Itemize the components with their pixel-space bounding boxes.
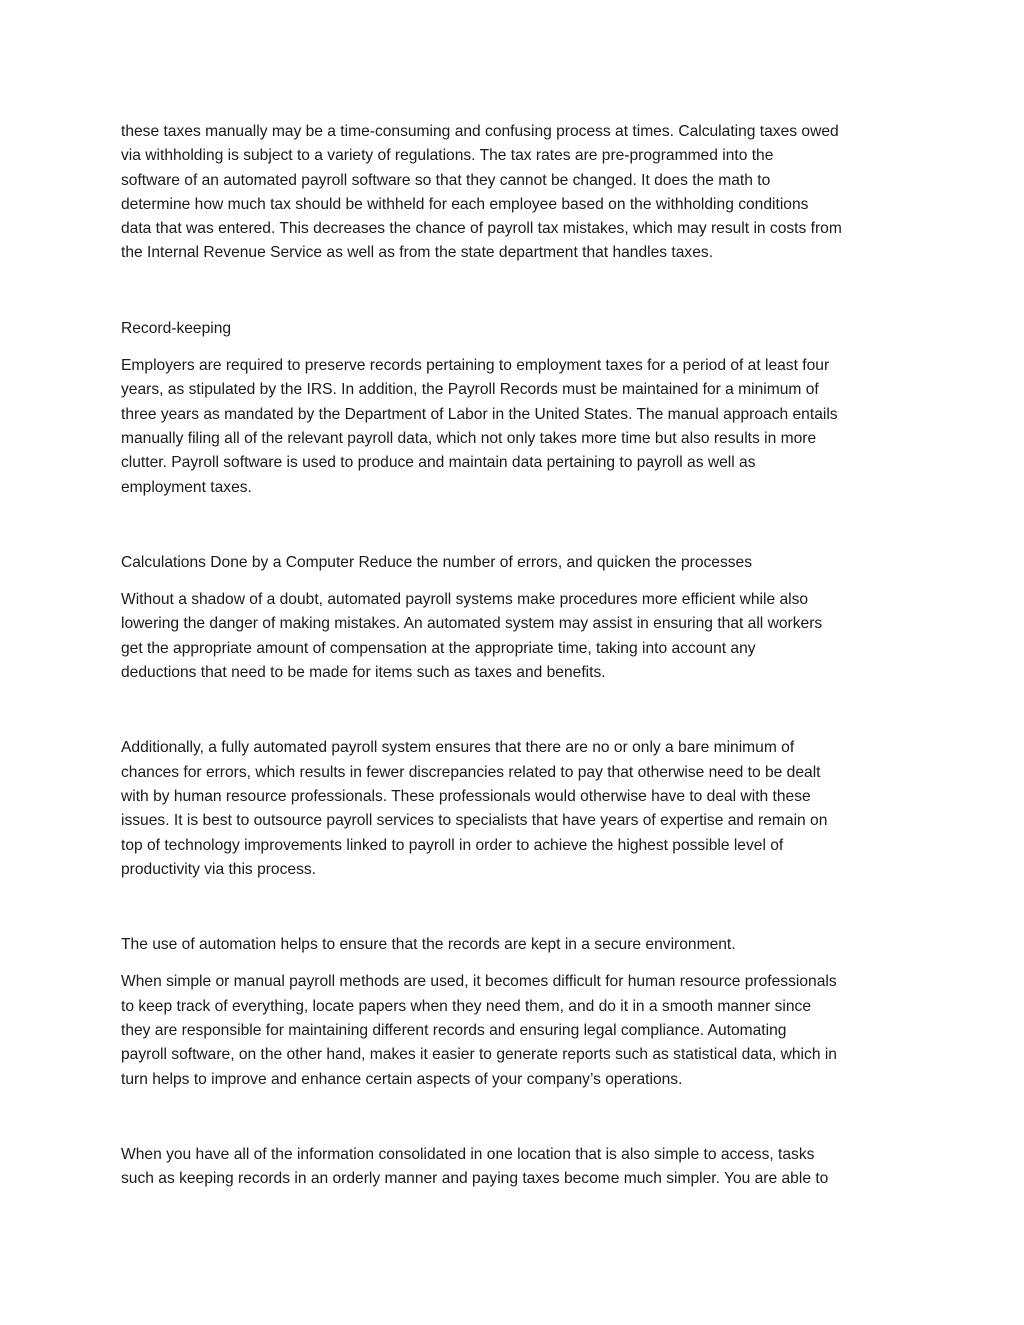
text-line: three years as mandated by the Department of Labor in the United States. The manual approach entails [121,405,838,423]
text-line: with by human resource professionals. These professionals would otherwise have to deal with these [121,787,811,805]
heading-text: Record-keeping [121,319,232,337]
text-line: data that was entered. This decreases the chance of payroll tax mistakes, which may result in costs from [121,220,842,238]
document-body [121,120,903,1192]
spacer [121,575,903,588]
text-line: employment taxes. [121,478,252,496]
text-line: they are responsible for maintaining different records and ensuring legal compliance. Automating [121,1022,787,1040]
paragraph-efficiency [121,588,903,685]
text-line: such as keeping records in an orderly manner and paying taxes become much simpler. You are able to [121,1170,829,1188]
text-line: turn helps to improve and enhance certain aspects of your company’s operations. [121,1070,683,1088]
paragraph-manual-methods [121,970,903,1091]
text-line: to keep track of everything, locate papers when they need them, and do it in a smooth manner since [121,997,811,1015]
text-line: lowering the danger of making mistakes. An automated system may assist in ensuring that all workers [121,615,823,633]
text-line: software of an automated payroll software so that they cannot be changed. It does the math to [121,171,771,189]
text-line: top of technology improvements linked to payroll in order to achieve the highest possible level of [121,836,784,854]
text-line: When simple or manual payroll methods are used, it becomes difficult for human resource professionals [121,973,837,991]
spacer [121,1092,903,1143]
text-line: Employers are required to preserve records pertaining to employment taxes for a period of at least four [121,357,830,375]
spacer [121,500,903,551]
text-line: When you have all of the information consolidated in one location that is also simple to access, tasks [121,1145,815,1163]
text-line: get the appropriate amount of compensation at the appropriate time, taking into account any [121,639,756,657]
heading-text: Calculations Done by a Computer Reduce the number of errors, and quicken the processes [121,553,753,571]
text-line: issues. It is best to outsource payroll services to specialists that have years of expertise and remain on [121,812,828,830]
spacer [121,685,903,736]
heading-secure-records [121,933,903,957]
spacer [121,882,903,933]
paragraph-record-keeping [121,354,903,500]
text-line: via withholding is subject to a variety of regulations. The tax rates are pre-programmed into the [121,147,774,165]
text-line: chances for errors, which results in fewer discrepancies related to pay that otherwise need to be dealt [121,763,821,781]
text-line: deductions that need to be made for items such as taxes and benefits. [121,664,606,682]
text-line: years, as stipulated by the IRS. In addition, the Payroll Records must be maintained for a minimum of [121,381,819,399]
text-line: the Internal Revenue Service as well as from the state department that handles taxes. [121,244,714,262]
spacer [121,266,903,317]
text-line: these taxes manually may be a time-consuming and confusing process at times. Calculating taxes owed [121,123,839,140]
paragraph-consolidated-info [121,1143,903,1192]
text-line: Additionally, a fully automated payroll system ensures that there are no or only a bare minimum of [121,739,795,757]
spacer [121,957,903,970]
text-line: productivity via this process. [121,860,316,878]
paragraph-fewer-errors [121,736,903,882]
text-line: clutter. Payroll software is used to produce and maintain data pertaining to payroll as well as [121,454,756,472]
heading-calculations [121,551,903,575]
text-line: Without a shadow of a doubt, automated payroll systems make procedures more efficient while also [121,591,809,609]
spacer [121,341,903,354]
text-line: manually filing all of the relevant payroll data, which not only takes more time but also results in more [121,429,817,447]
text-line: determine how much tax should be withheld for each employee based on the withholding conditions [121,195,809,213]
heading-text: The use of automation helps to ensure that the records are kept in a secure environment. [121,936,736,954]
heading-record-keeping [121,317,903,341]
paragraph-tax-withholding [121,120,903,266]
text-line: payroll software, on the other hand, makes it easier to generate reports such as statistical data, which in [121,1046,837,1064]
